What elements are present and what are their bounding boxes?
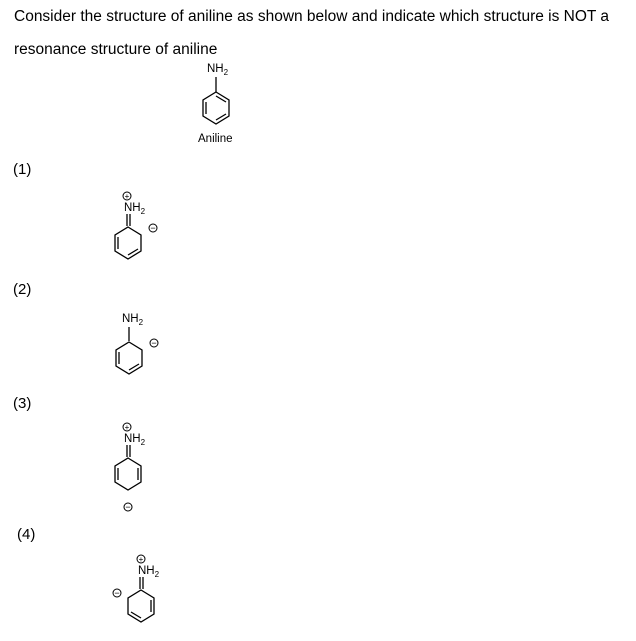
option-3-label: (3) — [13, 395, 32, 412]
option-4-minus-charge: − — [114, 588, 120, 598]
option-3-plus-charge: + — [124, 423, 130, 432]
option-3-nh-text: $NH_2$ — [124, 433, 146, 447]
aniline-structure — [198, 63, 233, 145]
option-1-label: (1) — [13, 161, 32, 178]
aniline-caption: Aniline — [198, 133, 233, 145]
option-1-nh-text: $NH_2$ — [124, 202, 146, 216]
option-4-structure — [113, 555, 160, 622]
option-3-structure — [115, 423, 146, 512]
option-4-plus-charge: + — [138, 555, 144, 564]
option-1-structure — [115, 192, 157, 259]
option-2-structure — [116, 313, 158, 374]
option-1-minus-charge: − — [150, 223, 156, 233]
aniline-benzene-ring — [203, 92, 229, 124]
question-text: Consider the structure of aniline as shown below and indicate which structure is NOT a resonance structure of aniline — [14, 8, 610, 58]
option-4-nh-text: $NH_2$ — [138, 565, 160, 579]
option-3-minus-charge: − — [125, 502, 131, 512]
option-1-plus-charge: + — [124, 192, 130, 201]
option-2-label: (2) — [13, 281, 32, 298]
option-2-nh-text: $NH_2$ — [122, 313, 144, 327]
option-4-label: (4) — [17, 526, 36, 543]
aniline-nh-text: $NH_2$ — [207, 63, 229, 77]
option-2-minus-charge: − — [151, 338, 157, 348]
